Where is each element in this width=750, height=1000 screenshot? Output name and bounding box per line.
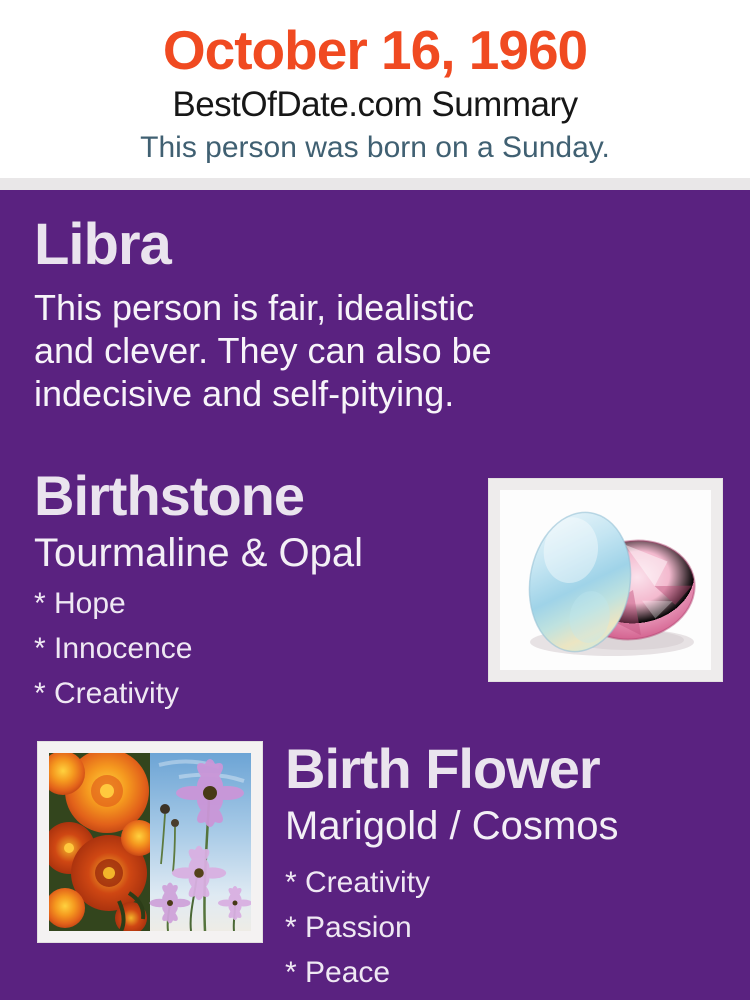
birth-flower-section [285,738,618,995]
zodiac-description-line: indecisive and self-pitying. [34,373,455,414]
birthstone-title: Birthstone [34,464,304,527]
zodiac-section [34,190,716,415]
birth-flower-photo-image [49,753,251,931]
zodiac-description-line: This person is fair, idealistic [34,287,475,328]
zodiac-description [34,286,716,415]
gems-illustration [500,490,711,670]
flowers-illustration [49,753,251,931]
zodiac-description-line: and clever. They can also be [34,330,492,371]
birth-flower-trait-list [285,860,618,995]
trait-item: * Creativity [285,866,431,899]
birth-flower-title: Birth Flower [285,737,600,800]
page-title: October 16, 1960 [162,19,588,81]
site-summary-label: BestOfDate.com Summary [172,85,578,124]
birth-flower-photo [37,741,263,943]
trait-item: * Passion [285,911,412,944]
trait-item: * Creativity [34,677,180,710]
trait-item: * Innocence [34,632,193,665]
trait-item: * Peace [285,956,391,989]
trait-item: * Hope [34,587,126,620]
summary-panel [0,190,750,1000]
born-day-line: This person was born on a Sunday. [140,131,610,164]
birth-flower-names: Marigold / Cosmos [285,804,619,848]
header [0,0,750,178]
zodiac-sign-title: Libra [34,212,171,277]
birthstone-photo [488,478,723,682]
birthstone-names: Tourmaline & Opal [34,531,364,575]
divider-strip [0,178,750,190]
birthstone-photo-image [500,490,711,670]
